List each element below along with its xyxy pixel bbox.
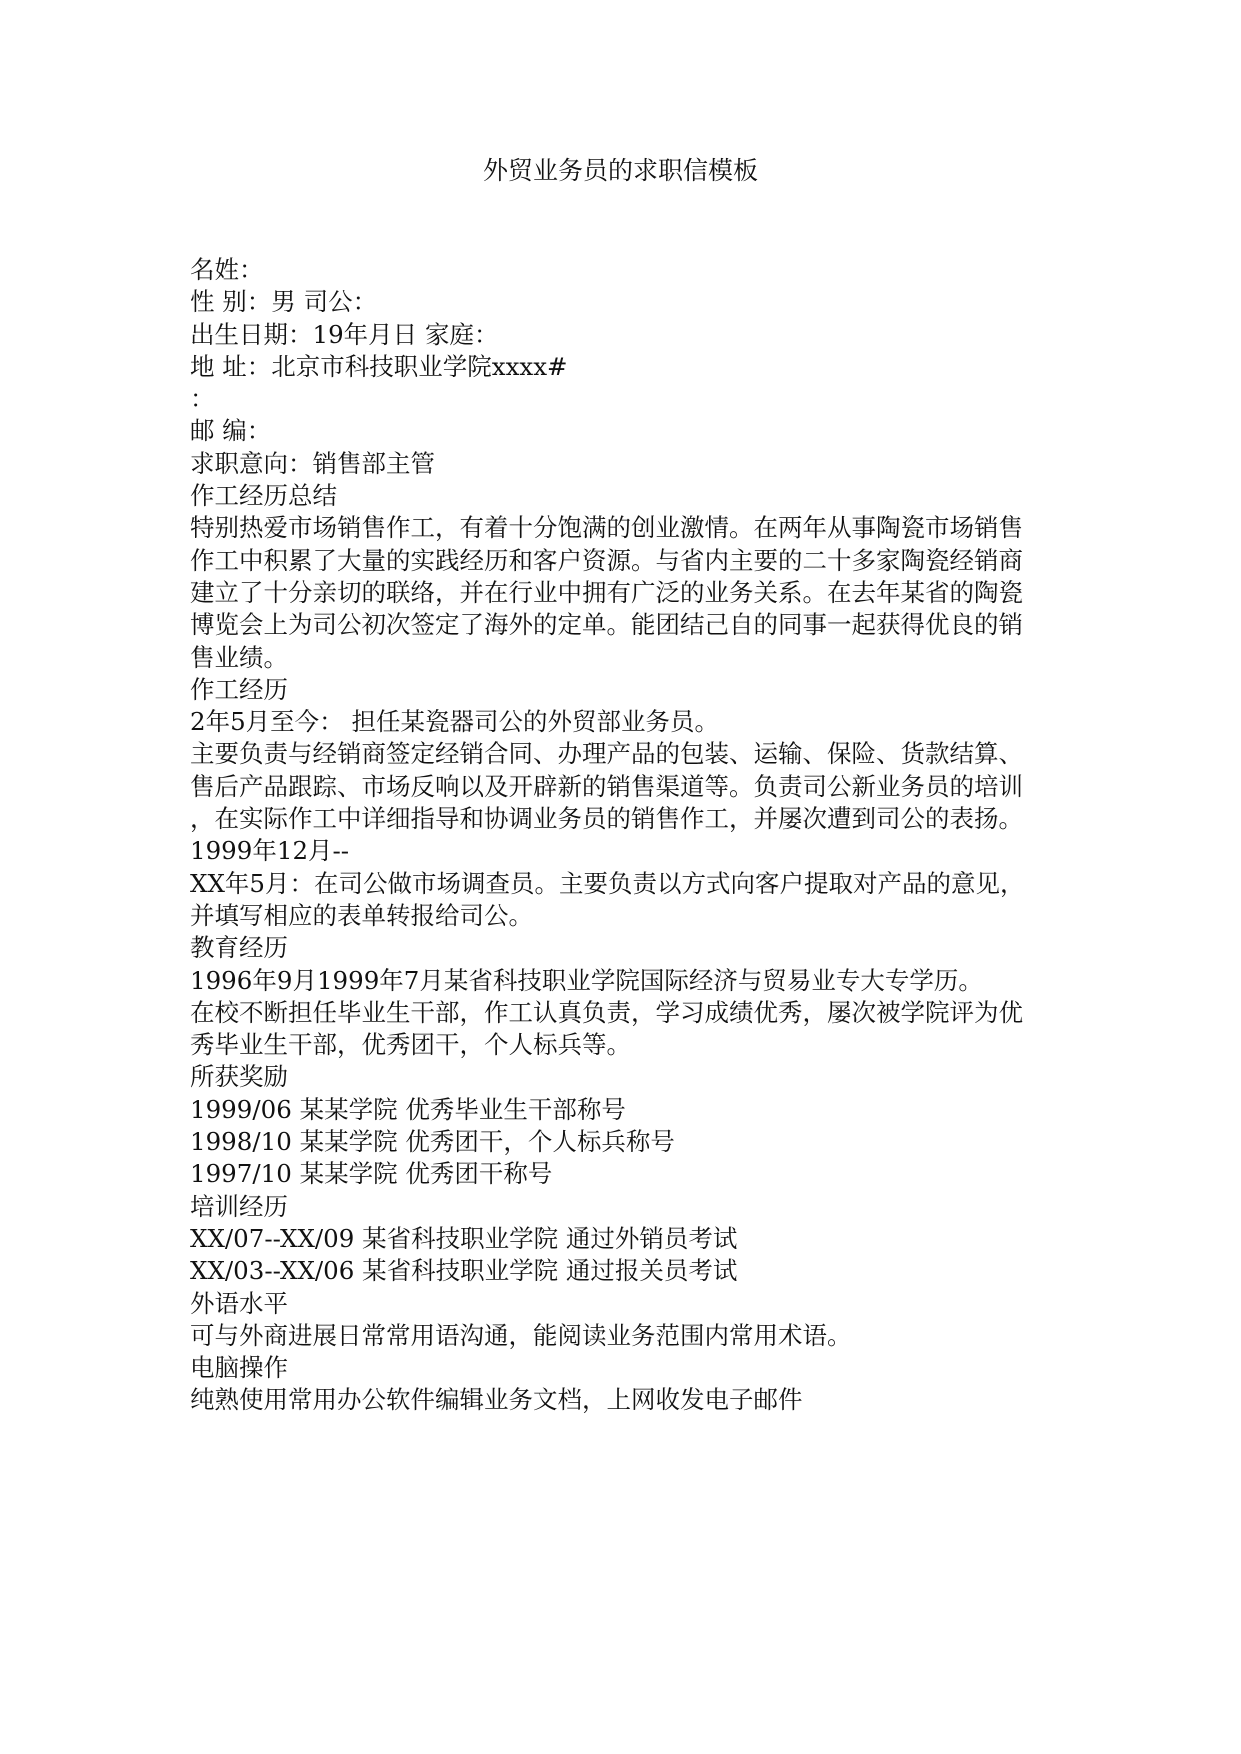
text-line: 纯熟使用常用办公软件编辑业务文档，上网收发电子邮件	[190, 1385, 803, 1415]
text-line: 并填写相应的表单转报给司公。	[190, 900, 533, 930]
text-line: ：	[190, 384, 215, 414]
section-heading: 教育经历	[190, 933, 288, 963]
document-body	[190, 254, 1052, 1417]
section-heading: 外语水平	[190, 1288, 288, 1318]
text-line: 2年5月至今： 担任某瓷器司公的外贸部业务员。	[190, 707, 719, 737]
text-line: 1997/10 某某学院 优秀团干称号	[190, 1159, 553, 1189]
section-heading: 作工经历总结	[190, 481, 337, 511]
text-line: 性 别：男 司公：	[190, 287, 378, 317]
text-line: ，在实际作工中详细指导和协调业务员的销售作工，并屡次遭到司公的表扬。	[190, 804, 1023, 834]
text-line: 售后产品跟踪、市场反响以及开辟新的销售渠道等。负责司公新业务员的培训	[190, 771, 1023, 801]
text-line: XX/03--XX/06 某省科技职业学院 通过报关员考试	[190, 1256, 738, 1286]
document-title: 外贸业务员的求职信模板	[482, 156, 758, 185]
text-line: 建立了十分亲切的联络，并在行业中拥有广泛的业务关系。在去年某省的陶瓷	[190, 577, 1023, 607]
section-heading: 所获奖励	[190, 1062, 288, 1092]
text-line: 1996年9月1999年7月某省科技职业学院国际经济与贸易业专大专学历。	[190, 965, 983, 995]
text-line: 特别热爱市场销售作工，有着十分饱满的创业激情。在两年从事陶瓷市场销售	[190, 513, 1023, 543]
text-line: 名姓：	[190, 255, 264, 284]
text-line: 出生日期：19年月日 家庭：	[190, 319, 499, 349]
text-line: 可与外商进展日常常用语沟通，能阅读业务范围内常用术语。	[190, 1320, 852, 1350]
text-line: 1998/10 某某学院 优秀团干，个人标兵称号	[190, 1127, 675, 1157]
text-line: XX/07--XX/09 某省科技职业学院 通过外销员考试	[190, 1223, 738, 1253]
text-line: 作工中积累了大量的实践经历和客户资源。与省内主要的二十多家陶瓷经销商	[190, 545, 1023, 575]
text-line: 地 址：北京市科技职业学院xxxx#	[190, 351, 568, 381]
text-line: 在校不断担任毕业生干部，作工认真负责，学习成绩优秀，屡次被学院评为优	[190, 997, 1023, 1027]
section-heading: 培训经历	[190, 1191, 288, 1221]
text-line: 邮 编：	[190, 416, 272, 446]
section-heading: 电脑操作	[190, 1353, 288, 1383]
text-line: 博览会上为司公初次签定了海外的定单。能团结己自的同事一起获得优良的销	[190, 610, 1023, 640]
text-line: 1999/06 某某学院 优秀毕业生干部称号	[190, 1094, 626, 1124]
text-line: 求职意向：销售部主管	[190, 448, 435, 478]
text-line: 1999年12月--	[190, 836, 350, 866]
text-line: 主要负责与经销商签定经销合同、办理产品的包装、运输、保险、货款结算、	[190, 739, 1023, 769]
text-line: XX年5月：在司公做市场调查员。主要负责以方式向客户提取对产品的意见，	[190, 868, 1025, 898]
section-heading: 作工经历	[190, 674, 288, 704]
text-line: 秀毕业生干部，优秀团干，个人标兵等。	[190, 1030, 631, 1060]
text-line: 售业绩。	[190, 642, 288, 672]
